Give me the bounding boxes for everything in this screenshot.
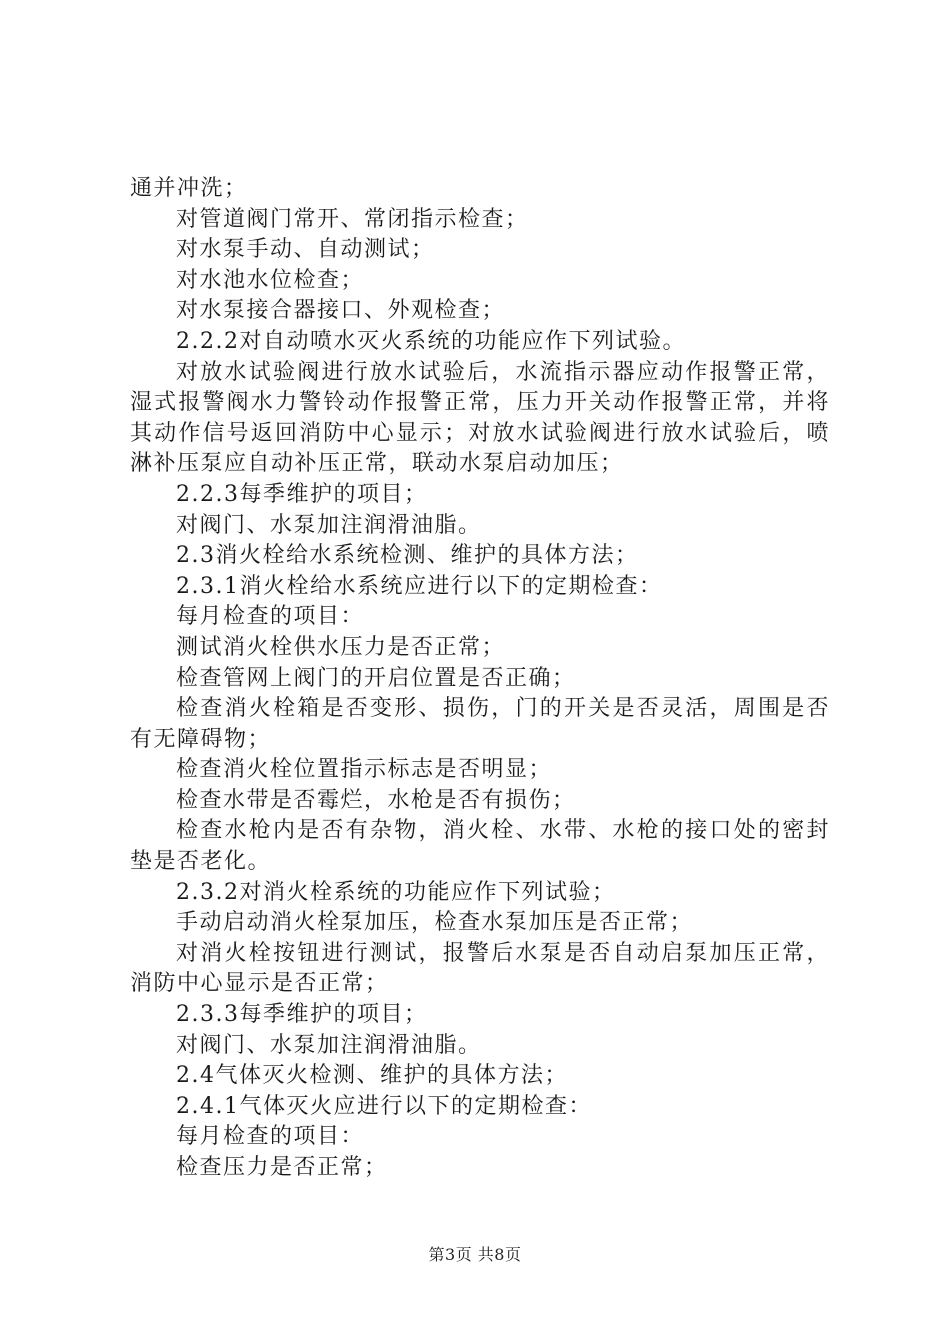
page-footer: 第3页 共8页 [428,1245,522,1264]
paragraph: 对管道阀门常开、常闭指示检查； [176,206,529,232]
paragraph: 检查消火栓位置指示标志是否明显； [176,757,553,783]
paragraph: 每月检查的项目： [176,604,365,630]
paragraph: 对水泵接合器接口、外观检查； [176,298,506,324]
paragraph: 2.2.3每季维护的项目； [176,481,428,507]
paragraph: 2.3消火栓给水系统检测、维护的具体方法； [176,543,639,569]
paragraph: 2.3.2对消火栓系统的功能应作下列试验； [176,879,616,905]
paragraph: 检查消火栓箱是否变形、损伤，门的开关是否灵活，周围是否有无障碍物； [130,696,830,752]
paragraph: 对消火栓按钮进行测试，报警后水泵是否自动启泵加压正常，消防中心显示是否正常； [130,940,830,997]
paragraph: 对放水试验阀进行放水试验后，水流指示器应动作报警正常，湿式报警阀水力警铃动作报警正常，压力开关动作报警正常，并将其动作信号返回消防中心显示；对放水试验阀进行放水试验后，喷淋补压泵应自动补压正常，联动水泵启动加压； [130,359,830,477]
paragraph: 对水泵手动、自动测试； [176,237,435,263]
paragraph: 2.4.1气体灭火应进行以下的定期检查： [176,1093,592,1119]
paragraph: 检查水枪内是否有杂物，消火栓、水带、水枪的接口处的密封垫是否老化。 [130,818,830,875]
paragraph: 对阀门、水泵加注润滑油脂。 [176,1032,482,1058]
paragraph: 检查水带是否霉烂，水枪是否有损伤； [176,787,576,813]
document-body [130,174,830,1184]
paragraph: 对阀门、水泵加注润滑油脂。 [176,512,482,538]
paragraph: 2.3.1消火栓给水系统应进行以下的定期检查： [176,573,663,599]
paragraph: 通并冲洗； [130,176,248,201]
paragraph: 检查压力是否正常； [176,1155,388,1180]
paragraph: 2.4气体灭火检测、维护的具体方法； [176,1063,568,1089]
paragraph: 2.3.3每季维护的项目； [176,1002,428,1028]
paragraph: 对水池水位检查； [176,267,365,293]
paragraph: 测试消火栓供水压力是否正常； [176,634,506,660]
paragraph: 手动启动消火栓泵加压，检查水泵加压是否正常； [176,910,694,936]
paragraph: 每月检查的项目： [176,1124,365,1150]
paragraph: 检查管网上阀门的开启位置是否正确； [176,665,576,691]
paragraph: 2.2.2对自动喷水灭火系统的功能应作下列试验。 [176,328,686,354]
